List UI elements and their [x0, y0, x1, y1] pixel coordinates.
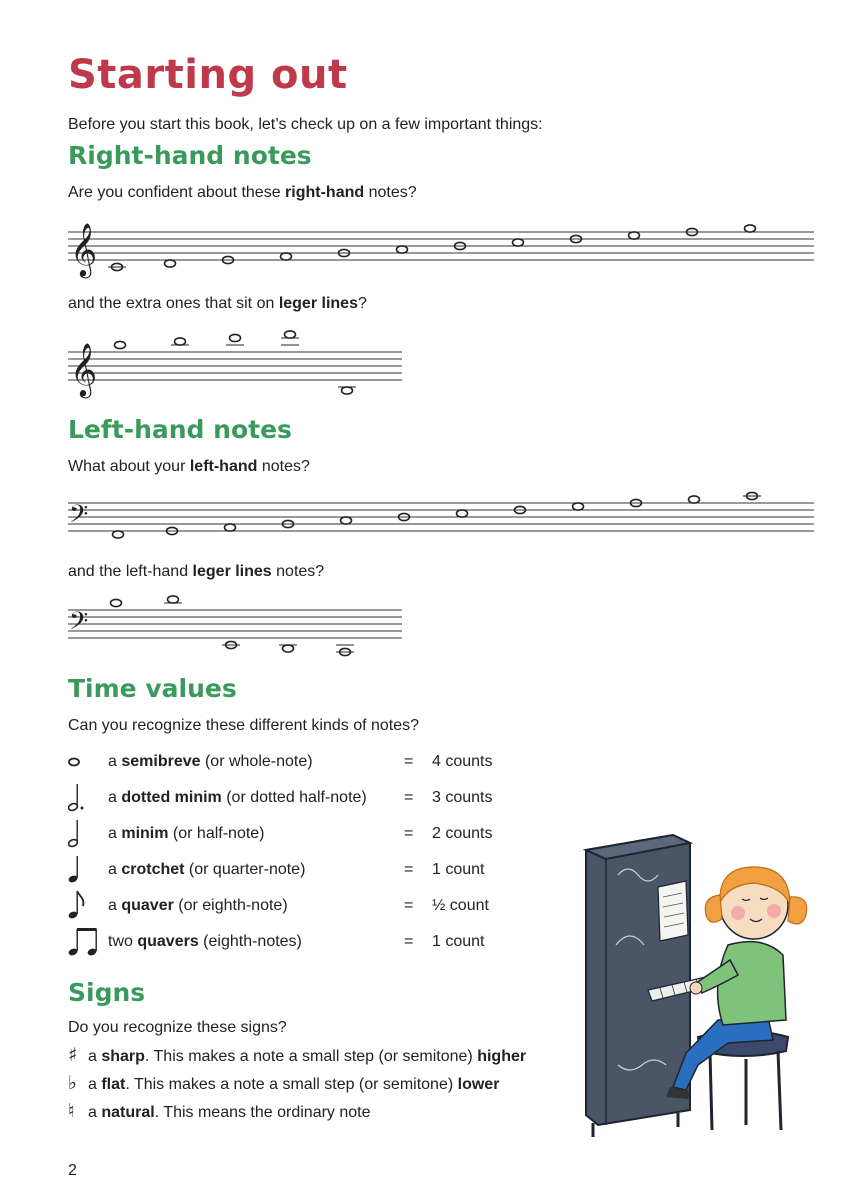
left-hand-question: What about your left-hand notes?: [68, 458, 310, 475]
time-value-description: a semibreve (or whole-note): [108, 753, 313, 770]
dotted-minim-icon: [68, 780, 104, 816]
time-value-description: a minim (or half-note): [108, 825, 265, 842]
bass-staff-leger-lines: [68, 593, 408, 655]
time-value-row-crotchet: [68, 852, 568, 888]
time-value-description: a quaver (or eighth-note): [108, 897, 288, 914]
intro-text: Before you start this book, let’s check up on a few important things:: [68, 116, 543, 133]
treble-staff-right-hand-notes: [68, 210, 816, 280]
semibreve-icon: [68, 744, 104, 780]
equals-sign: =: [404, 789, 414, 806]
time-value-count: 4 counts: [432, 753, 493, 770]
heading-right-hand-notes: Right-hand notes: [68, 141, 312, 170]
child-playing-piano-illustration: [578, 825, 818, 1145]
page-title: Starting out: [68, 52, 348, 98]
treble-clef-icon: 𝄞: [70, 342, 98, 396]
left-hand-leger-question: and the left-hand leger lines notes?: [68, 563, 325, 580]
sign-row-natural: ♮ a natural. This means the ordinary note: [68, 1100, 371, 1122]
treble-clef-icon: 𝄞: [70, 222, 98, 276]
minim-icon: [68, 816, 104, 852]
natural-icon: ♮: [68, 1100, 75, 1122]
time-value-count: 1 count: [432, 861, 485, 878]
sign-row-sharp: ♯ a sharp. This makes a note a small step (or semitone) higher: [68, 1044, 527, 1066]
time-value-description: a dotted minim (or dotted half-note): [108, 789, 367, 806]
right-hand-leger-question: and the extra ones that sit on leger lines?: [68, 295, 367, 312]
bass-clef-icon: 𝄢: [69, 607, 89, 642]
bass-staff-left-hand-notes: [68, 485, 816, 545]
quaver-icon: [68, 888, 104, 924]
time-value-row-semibreve: [68, 744, 568, 780]
time-value-row-quaver: [68, 888, 568, 924]
left-hand-leger-notes: [111, 596, 351, 656]
treble-staff-leger-lines: [68, 330, 408, 400]
time-value-row-two-quavers: [68, 924, 568, 960]
time-value-count: 3 counts: [432, 789, 493, 806]
time-value-description: two quavers (eighth-notes): [108, 933, 302, 950]
sharp-icon: ♯: [68, 1044, 78, 1066]
bass-clef-icon: 𝄢: [69, 500, 89, 535]
page-number: 2: [68, 1162, 77, 1179]
time-value-row-minim: [68, 816, 568, 852]
time-value-description: a crotchet (or quarter-note): [108, 861, 306, 878]
leger-line-notes: [115, 331, 353, 394]
heading-left-hand-notes: Left-hand notes: [68, 415, 292, 444]
time-value-count: ½ count: [432, 897, 489, 914]
equals-sign: =: [404, 897, 414, 914]
equals-sign: =: [404, 933, 414, 950]
equals-sign: =: [404, 825, 414, 842]
two-quavers-icon: [68, 924, 104, 960]
equals-sign: =: [404, 861, 414, 878]
signs-question: Do you recognize these signs?: [68, 1019, 287, 1036]
right-hand-question: Are you confident about these right-hand notes?: [68, 184, 417, 201]
crotchet-icon: [68, 852, 104, 888]
time-value-count: 2 counts: [432, 825, 493, 842]
heading-signs: Signs: [68, 978, 146, 1007]
sign-row-flat: ♭ a flat. This makes a note a small step (or semitone) lower: [68, 1072, 500, 1094]
time-value-row-dotted-minim: [68, 780, 568, 816]
flat-icon: ♭: [68, 1072, 77, 1094]
equals-sign: =: [404, 753, 414, 770]
time-values-question: Can you recognize these different kinds of notes?: [68, 717, 420, 734]
heading-time-values: Time values: [68, 674, 237, 703]
time-value-count: 1 count: [432, 933, 485, 950]
